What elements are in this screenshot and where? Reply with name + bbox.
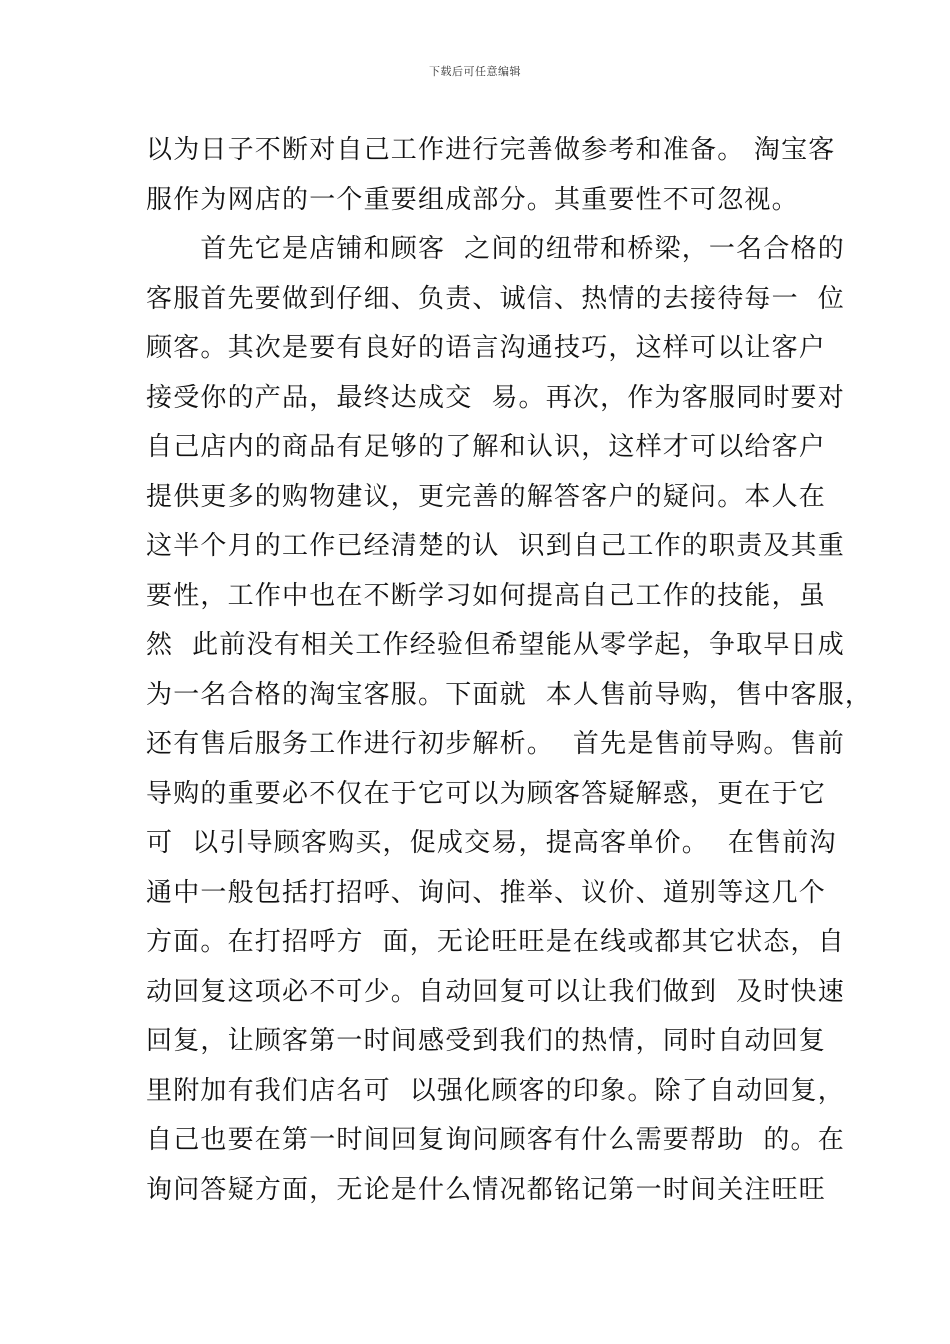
text-line: 顾客。其次是要有良好的语言沟通技巧，这样可以让客户 [146,333,827,363]
text-line: 为一名合格的淘宝客服。下面就 本人售前导购，售中客服， [146,679,873,710]
text-line: 然 此前没有相关工作经验但希望能从零学起，争取早日成 [146,630,845,660]
text-line: 首先它是店铺和顾客 之间的纽带和桥梁，一名合格的 [146,234,845,264]
text-line: 回复，让顾客第一时间感受到我们的热情，同时自动回复 [146,1026,827,1056]
text-line: 动回复这项必不可少。自动回复可以让我们做到 及时快速 [146,976,845,1007]
page-header: 下载后可任意编辑 [429,65,521,78]
text-line: 以为日子不断对自己工作进行完善做参考和准备。 淘宝客 [146,135,836,165]
text-line: 询问答疑方面，无论是什么情况都铭记第一时间关注旺旺 [146,1174,827,1205]
text-line: 方面。在打招呼方 面，无论旺旺是在线或都其它状态，自 [146,927,845,957]
text-line: 通中一般包括打招呼、询问、推举、议价、道别等这几个 [146,877,827,908]
text-line: 导购的重要必不仅在于它可以为顾客答疑解惑，更在于它 [146,778,827,809]
text-line: 可 以引导顾客购买，促成交易，提高客单价。 在售前沟 [146,828,837,858]
text-line: 自己店内的商品有足够的了解和认识，这样才可以给客户 [146,432,827,462]
text-line: 要性，工作中也在不断学习如何提高自己工作的技能，虽 [146,580,827,611]
text-line: 提供更多的购物建议，更完善的解答客户的疑问。本人在 [146,481,827,512]
body-text [146,130,873,1219]
text-line: 里附加有我们店名可 以强化顾客的印象。除了自动回复， [146,1075,845,1106]
text-line: 自己也要在第一时间回复询问顾客有什么需要帮助 的。在 [146,1125,845,1155]
text-line: 客服首先要做到仔细、负责、诚信、热情的去接待每一 位 [146,283,845,314]
text-line: 服作为网店的一个重要组成部分。其重要性不可忽视。 [146,184,799,215]
text-line: 还有售后服务工作进行初步解析。 首先是售前导购。售前 [146,729,845,759]
text-line: 这半个月的工作已经清楚的认 识到自己工作的职责及其重 [146,531,845,561]
text-line: 接受你的产品，最终达成交 易。再次，作为客服同时要对 [146,382,845,413]
